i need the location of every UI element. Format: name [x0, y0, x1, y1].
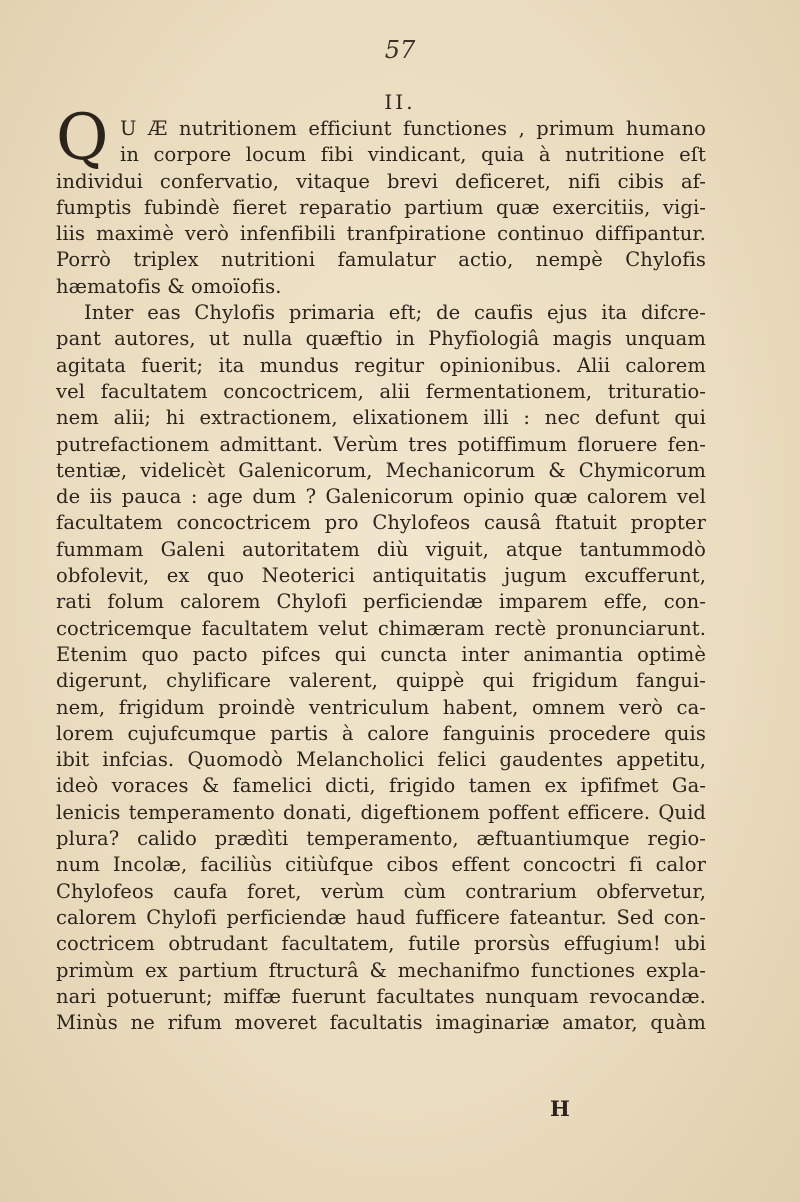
text-line: de iis pauca : age dum ? Galenicorum opinio quæ calorem vel — [56, 485, 706, 509]
text-line: liis maximè verò infenfibili tranfpiratione continuo diffipantur. — [56, 222, 706, 246]
text-line: digerunt, chylificare valerent, quippè qui frigidum fangui- — [56, 669, 706, 693]
text-line: Etenim quo pacto pifces qui cuncta inter animantia optimè — [56, 642, 706, 666]
text-line: coctricemque facultatem velut chimæram rectè pronunciarunt. — [56, 616, 706, 640]
text-line: U Æ nutritionem efficiunt functiones , primum humano — [120, 117, 706, 140]
text-line: hæmatofis & omoïofis. — [56, 274, 282, 298]
text-line: ideò voraces & famelici dicti, frigido tamen ex ipfifmet Ga- — [56, 774, 706, 798]
text-line: pant autores, ut nulla quæftio in Phyfiologiâ magis unquam — [56, 327, 706, 351]
text-line: in corpore locum fibi vindicant, quia à nutritione eſt — [120, 143, 706, 167]
text-line: nari potuerunt; miffæ fuerunt facultates nunquam revocandæ. — [56, 984, 706, 1008]
text-line: putrefactionem admittant. Verùm tres potiffimum floruere fen- — [56, 432, 706, 456]
page-number: 57 — [384, 36, 416, 64]
text-line: plura? calido prædìti temperamento, æftuantiumque regio- — [56, 827, 706, 851]
text-line: Chylofeos caufa foret, verùm cùm contrarium obfervetur, — [56, 879, 706, 903]
text-line: ibit infcias. Quomodò Melancholici felici gaudentes appetitu, — [56, 748, 706, 772]
text-line: coctricem obtrudant facultatem, futile prorsùs effugium! ubi — [56, 932, 706, 956]
text-line: facultatem concoctricem pro Chylofeos causâ ftatuit propter — [56, 511, 706, 535]
text-line: vel facultatem concoctricem, alii fermentationem, trituratio- — [56, 379, 706, 403]
text-line: Inter eas Chylofis primaria eft; de caufis ejus ita difcre- — [84, 301, 706, 325]
text-line: nem, frigidum proindè ventriculum habent, omnem verò ca- — [56, 695, 706, 719]
catchword: H — [550, 1096, 570, 1121]
text-line: rati folum calorem Chylofi perficiendæ imparem effe, con- — [56, 590, 706, 614]
text-line: fummam Galeni autoritatem diù viguit, atque tantummodò — [56, 537, 706, 561]
text-line: calorem Chylofi perficiendæ haud fufficere fateantur. Sed con- — [56, 905, 706, 929]
text-line: primùm ex partium ftructurâ & mechanifmo functiones expla- — [56, 958, 706, 982]
text-line: obfolevit, ex quo Neoterici antiquitatis jugum excufferunt, — [56, 564, 706, 588]
text-line: lenicis temperamento donati, digeftionem poffent efficere. Quid — [56, 800, 706, 824]
text-line: Minùs ne rifum moveret facultatis imaginariæ amator, quàm — [56, 1011, 706, 1035]
text-line: individui confervatio, vitaque brevi deficeret, nifi cibis af- — [56, 169, 706, 193]
text-line: num Incolæ, faciliùs citiùfque cibos effent concoctri fi calor — [56, 853, 706, 877]
text-line: lorem cujufcumque partis à calore fanguinis procedere quis — [56, 721, 706, 745]
text-line: agitata fuerit; ita mundus regitur opinionibus. Alii calorem — [56, 353, 706, 377]
text-line: Porrò triplex nutritioni famulatur actio, nempè Chylofis — [56, 248, 706, 272]
section-number: II. — [384, 90, 416, 114]
text-line: tentiæ, videlicèt Galenicorum, Mechanicorum & Chymicorum — [56, 458, 706, 482]
text-line: fumptis fubindè fieret reparatio partium quæ exercitiis, vigi- — [56, 195, 706, 219]
drop-cap: Q — [56, 101, 109, 175]
body-text — [56, 116, 706, 1036]
text-line: nem alii; hi extractionem, elixationem illi : nec defunt qui — [56, 406, 706, 430]
